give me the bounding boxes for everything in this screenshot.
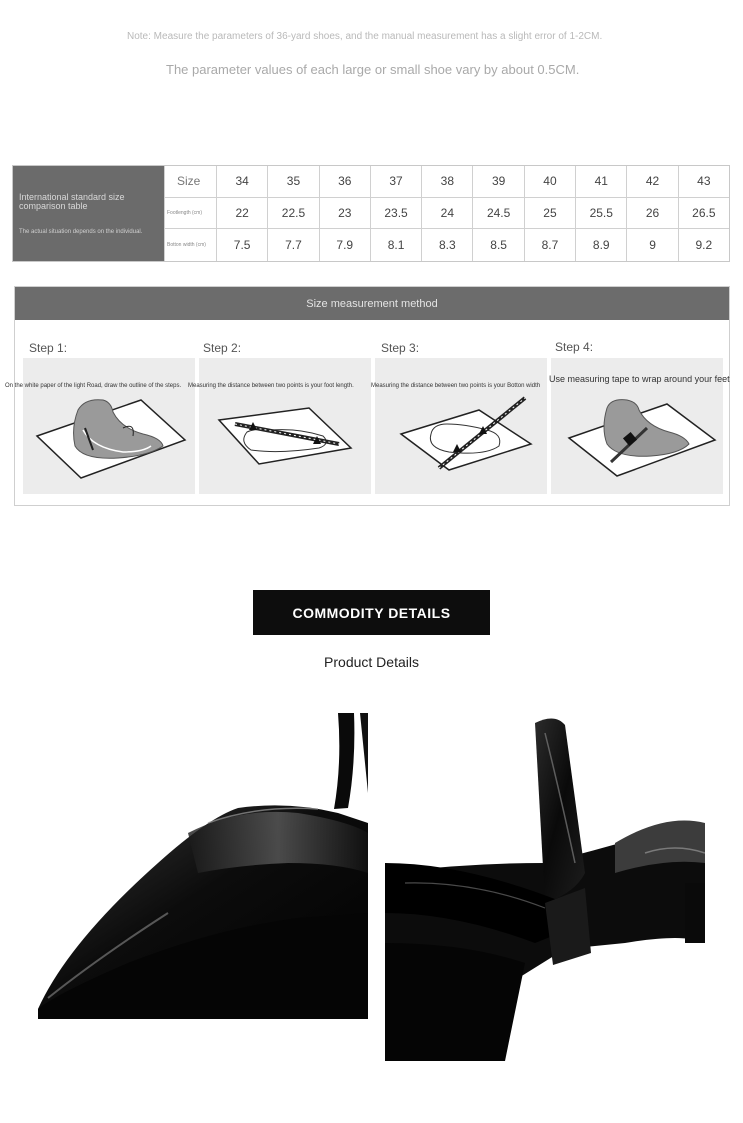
foot-length-cell: 24.5 <box>472 198 523 230</box>
bottom-width-row-label: Botton width (cm) <box>164 229 216 261</box>
bottom-width-cell: 7.7 <box>267 229 318 261</box>
size-row-label: Size <box>164 166 216 198</box>
step-3-illustration <box>375 358 547 494</box>
bottom-width-cell: 8.3 <box>421 229 472 261</box>
measurement-note: Note: Measure the parameters of 36-yard shoes, and the manual measurement has a slight error of 1-2CM. <box>127 31 603 42</box>
foot-length-cell: 24 <box>421 198 472 230</box>
size-cell: 42 <box>626 166 677 198</box>
size-cell: 36 <box>319 166 370 198</box>
step-2-caption: Measuring the distance between two points is your foot length. <box>188 383 354 389</box>
step-2-illustration <box>199 358 371 494</box>
size-table-subtitle: The actual situation depends on the individual. <box>19 229 143 235</box>
foot-length-cell: 26 <box>626 198 677 230</box>
shoe-toe-image <box>38 713 368 1019</box>
foot-width-ruler-icon <box>375 358 547 494</box>
bottom-width-cell: 7.9 <box>319 229 370 261</box>
foot-length-cell: 26.5 <box>678 198 729 230</box>
size-table-grid <box>164 166 729 261</box>
shoe-toe-closeup-photo <box>38 713 368 1019</box>
commodity-details-banner: COMMODITY DETAILS <box>253 590 490 635</box>
foot-length-cell: 22 <box>216 198 267 230</box>
bottom-width-cell: 8.1 <box>370 229 421 261</box>
size-cell: 37 <box>370 166 421 198</box>
shoe-strap-closeup-photo <box>385 713 705 1061</box>
measurement-method-panel <box>5 286 730 506</box>
step-4-label: Step 4: <box>555 340 594 354</box>
foot-outline-icon <box>23 358 195 494</box>
foot-length-cell: 23 <box>319 198 370 230</box>
shoe-strap-image <box>385 713 705 1061</box>
step-2-label: Step 2: <box>203 341 242 355</box>
product-details-heading: Product Details <box>324 654 419 670</box>
step-1-label: Step 1: <box>29 341 68 355</box>
bottom-width-cell: 8.5 <box>472 229 523 261</box>
size-cell: 38 <box>421 166 472 198</box>
size-cell: 39 <box>472 166 523 198</box>
size-comparison-table <box>12 165 730 262</box>
bottom-width-cell: 9.2 <box>678 229 729 261</box>
size-cell: 43 <box>678 166 729 198</box>
size-table-title: International standard size comparison table <box>19 192 125 211</box>
size-cell: 40 <box>524 166 575 198</box>
bottom-width-cell: 9 <box>626 229 677 261</box>
foot-length-row-label: Footlength (cm) <box>164 198 216 230</box>
foot-length-cell: 22.5 <box>267 198 318 230</box>
size-table-header-panel <box>13 166 164 261</box>
foot-length-cell: 25.5 <box>575 198 626 230</box>
step-3-label: Step 3: <box>381 341 420 355</box>
step-1-illustration <box>23 358 195 494</box>
step-1-caption: On the white paper of the light Road, draw the outline of the steps. <box>5 383 182 389</box>
bottom-width-cell: 8.7 <box>524 229 575 261</box>
foot-length-cell: 25 <box>524 198 575 230</box>
variation-note: The parameter values of each large or small shoe vary by about 0.5CM. <box>166 62 580 77</box>
step-4-caption: Use measuring tape to wrap around your feet <box>549 374 730 384</box>
size-cell: 35 <box>267 166 318 198</box>
size-cell: 41 <box>575 166 626 198</box>
bottom-width-cell: 8.9 <box>575 229 626 261</box>
size-cell: 34 <box>216 166 267 198</box>
foot-length-cell: 23.5 <box>370 198 421 230</box>
bottom-width-cell: 7.5 <box>216 229 267 261</box>
step-3-caption: Measuring the distance between two points is your Botton width <box>371 383 541 389</box>
foot-length-ruler-icon <box>199 358 371 494</box>
method-title: Size measurement method <box>15 287 729 320</box>
